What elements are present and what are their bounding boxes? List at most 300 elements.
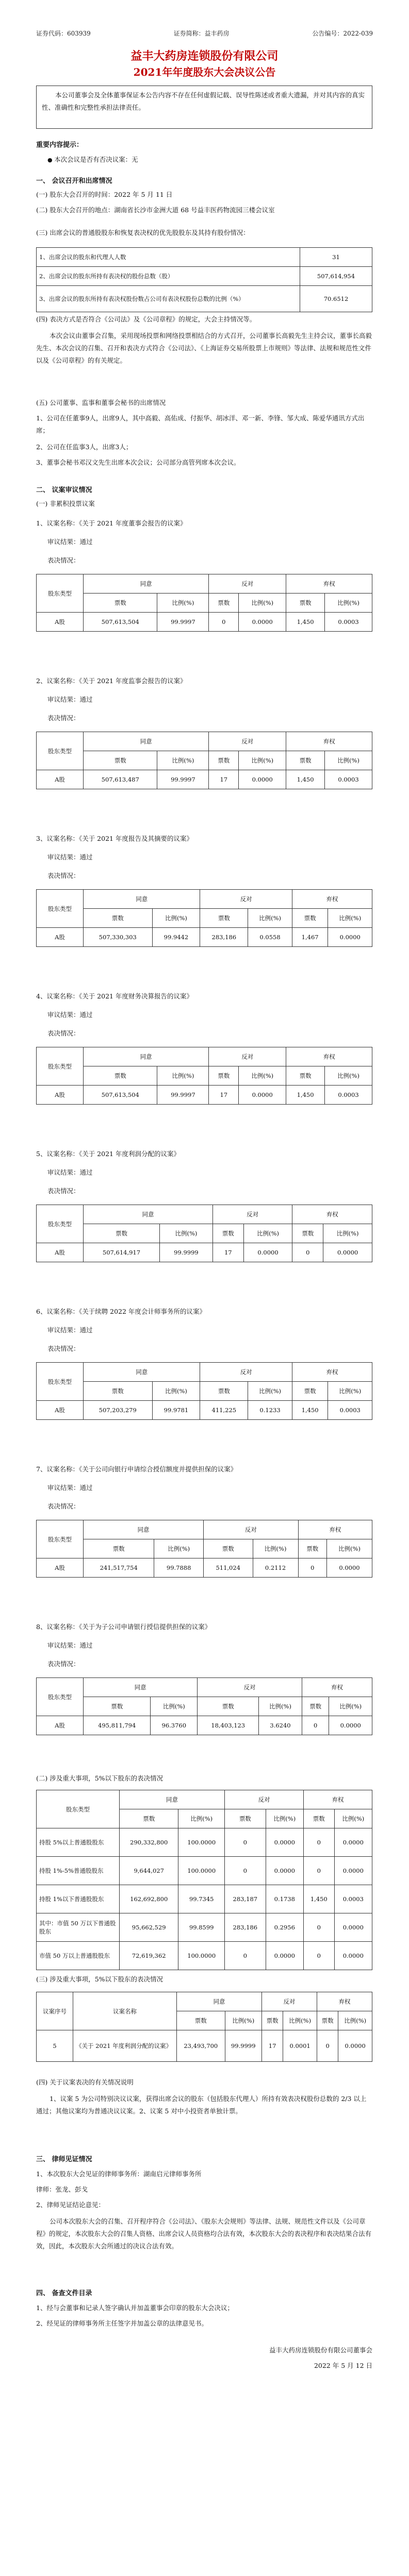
notes-text: 1、议案 5 为公司特别决议议案，获得出席会议的股东（包括股东代理人）所持有效表决权股份总数的 2/3 以上通过；其他议案均为普通决议议案。2、议案 5 对中小投资者单独计票。 (36, 2095, 367, 2115)
votes-header: 票数 (200, 1382, 248, 1401)
table-row (37, 1857, 372, 1885)
small-holders-heading: (二) 涉及重大事项，5%以下股东的表决情况 (36, 1774, 163, 1782)
holder-type-header: 股东类型 (37, 1047, 84, 1086)
table-row (37, 613, 372, 632)
motion-title: 8、议案名称：《关于为子公司申请银行授信提供担保的议案》 (36, 1623, 211, 1631)
ratio-header: 比例(%) (178, 1809, 225, 1828)
table-row (37, 1558, 372, 1578)
abstain-header: 弃权 (298, 1520, 372, 1539)
table-row (37, 1520, 372, 1539)
vote-cell: 507,613,504 (84, 613, 157, 632)
vote-cell: 0.0000 (243, 1243, 292, 1262)
vote-cell: 99.9781 (152, 1401, 200, 1420)
a-share-label: A股 (37, 1716, 84, 1735)
section-2-heading: 二、 议案审议情况 (36, 486, 92, 494)
motion-title: 1、议案名称：《关于 2021 年度董事会报告的议案》 (36, 519, 187, 527)
abstain-header: 弃权 (317, 1992, 372, 2011)
secretary-attendance: 3、董事会秘书邓汉文先生出席本次会议；公司部分高管列席本次会议。 (36, 459, 240, 466)
agree-header: 同意 (84, 1520, 204, 1539)
lawyer-opinion-text: 公司本次股东大会的召集、召开程序符合《公司法》、《股东大会规则》等法律、法规、规范性文件以及《公司章程》的规定，本次股东大会的召集人资格、出席会议人员资格均合法有效，本次股东大会的表决程序和表决结果合法有效，因此，本次股东大会所通过的决议合法有效。 (36, 2217, 372, 2250)
reference-doc-2: 2、经见证的律师事务所主任签字并加盖公章的法律意见书。 (36, 2319, 208, 2327)
table-row (37, 751, 372, 770)
subheader-cell: 票数 (261, 2011, 283, 2030)
vote-cell: 507,614,917 (84, 1243, 160, 1262)
vote-cell: 0.0003 (325, 1086, 372, 1105)
against-header: 反对 (212, 1205, 292, 1224)
ratio-header: 比例(%) (253, 1539, 298, 1558)
against-header: 反对 (209, 574, 286, 594)
table-row (37, 267, 372, 286)
vote-cell: 0.0558 (248, 928, 292, 947)
ratio-header: 比例(%) (248, 909, 292, 928)
motion-vote-table (36, 889, 372, 947)
motion-vote-table (36, 1205, 372, 1262)
holder-type-header: 股东类型 (37, 1790, 120, 1828)
vote-cell: 511,024 (203, 1558, 253, 1578)
vote-cell: 3.6240 (259, 1716, 302, 1735)
vote-cell: 1,450 (303, 1885, 334, 1913)
vote-cell: 1,450 (286, 1086, 325, 1105)
ratio-header: 比例(%) (326, 1539, 372, 1558)
holder-type-header: 股东类型 (37, 1363, 84, 1401)
agree-header: 同意 (120, 1790, 225, 1809)
lawyers: 律师：张龙、彭戈 (36, 2185, 88, 2193)
a-share-label: A股 (37, 1558, 84, 1578)
vote-cell: 0 (225, 1942, 266, 1970)
table-row (37, 770, 372, 789)
subheader-cell: 票数 (177, 2011, 225, 2030)
table-row (37, 1066, 372, 1086)
vote-cell: 0.0000 (334, 1913, 372, 1942)
vote-cell: 99.9999 (225, 2030, 261, 2062)
major-matters-table (36, 1992, 372, 2062)
meeting-title: 2021年年度股东大会决议公告 (133, 66, 276, 78)
votes-header: 票数 (84, 909, 153, 928)
vote-cell: 1,450 (286, 613, 325, 632)
vote-cell: 495,811,794 (84, 1716, 151, 1735)
table-row (37, 1224, 372, 1243)
votes-header: 票数 (203, 1539, 253, 1558)
important-item: ● 本次会议是否有否决议案：无 (47, 156, 138, 163)
vote-cell: 1,467 (292, 928, 328, 947)
motion-title: 7、议案名称：《关于公司向银行申请综合授信额度并提供担保的议案》 (36, 1465, 237, 1473)
ratio-header: 比例(%) (259, 1697, 302, 1716)
ratio-header: 比例(%) (157, 751, 209, 770)
disclaimer-box: 本公司董事会及全体董事保证本公告内容不存在任何虚假记载、误导性陈述或者重大遗漏，并对其内容的真实性、准确性和完整性承担法律责任。 (36, 86, 372, 129)
votes-header: 票数 (286, 594, 325, 613)
vote-cell: 9,644,027 (120, 1857, 178, 1885)
holder-group: 持股 5%以上普通股股东 (37, 1828, 120, 1857)
ratio-header: 比例(%) (159, 1224, 212, 1243)
ratio-header: 比例(%) (248, 1382, 292, 1401)
vote-cell: 0 (303, 1857, 334, 1885)
meeting-time: (一) 股东大会召开的时间：2022 年 5 月 11 日 (36, 191, 173, 198)
motion-title: 4、议案名称：《关于 2021 年度财务决算报告的议案》 (36, 992, 193, 1000)
ratio-header: 比例(%) (157, 1066, 209, 1086)
table-row (37, 286, 372, 312)
vote-cell: 18,403,123 (198, 1716, 259, 1735)
vote-cell: 0 (225, 1828, 266, 1857)
table-row (37, 1716, 372, 1735)
abstain-header: 弃权 (286, 732, 372, 751)
vote-cell: 0.0000 (323, 1243, 372, 1262)
table-row (37, 2030, 372, 2062)
votes-header: 票数 (84, 1697, 151, 1716)
vote-cell: 0.0000 (334, 1828, 372, 1857)
votes-header: 票数 (225, 1809, 266, 1828)
motion-vote-table (36, 1677, 372, 1735)
vote-cell: 0.0003 (328, 1401, 372, 1420)
agree-header: 同意 (84, 1047, 209, 1066)
motion-vote-table (36, 732, 372, 789)
motion-vote-label: 表决情况： (47, 1660, 80, 1668)
vote-cell: 507,613,487 (84, 770, 157, 789)
ratio-header: 比例(%) (157, 594, 209, 613)
signature-date: 2022 年 5 月 12 日 (314, 2362, 372, 2369)
signature-company: 益丰大药房连锁股份有限公司董事会 (269, 2346, 372, 2354)
votes-header: 票数 (84, 1382, 153, 1401)
subheader-cell: 比例(%) (225, 2011, 261, 2030)
votes-header: 票数 (84, 751, 157, 770)
table-row (37, 1243, 372, 1262)
notice-number: 公告编号：2022-039 (312, 30, 373, 37)
a-share-label: A股 (37, 1401, 84, 1420)
vote-cell: 0.0000 (266, 1857, 303, 1885)
table-row (37, 909, 372, 928)
vote-cell: 283,187 (225, 1885, 266, 1913)
a-share-label: A股 (37, 770, 84, 789)
section-4-heading: 四、 备查文件目录 (36, 2290, 92, 2297)
votes-header: 票数 (120, 1809, 178, 1828)
motion-result: 审议结果：通过 (47, 1168, 93, 1176)
vote-cell: 0.0000 (266, 1828, 303, 1857)
ratio-header: 比例(%) (323, 1224, 372, 1243)
important-item-text: 本次会议是否有否决议案：无 (54, 156, 138, 163)
vote-cell: 99.9997 (157, 770, 209, 789)
vote-cell: 0 (317, 2030, 338, 2062)
table-row (37, 1942, 372, 1970)
motion-name-header: 议案名称 (73, 1992, 177, 2030)
vote-cell: 99.9997 (157, 613, 209, 632)
vote-cell: 17 (261, 2030, 283, 2062)
vote-cell: 0.0003 (325, 770, 372, 789)
vote-cell: 0.0000 (239, 613, 286, 632)
ratio-header: 比例(%) (151, 1697, 198, 1716)
vote-cell: 0.1233 (248, 1401, 292, 1420)
vote-cell: 96.3760 (151, 1716, 198, 1735)
vote-cell: 17 (209, 770, 239, 789)
vote-cell: 0.0000 (334, 1857, 372, 1885)
ratio-header: 比例(%) (325, 594, 372, 613)
vote-cell: 0.2112 (253, 1558, 298, 1578)
attend-value: 507,614,954 (300, 267, 372, 286)
table-row (37, 574, 372, 594)
vote-cell: 0.0000 (239, 770, 286, 789)
votes-header: 票数 (84, 1066, 157, 1086)
against-header: 反对 (203, 1520, 298, 1539)
vote-cell: 507,330,303 (84, 928, 153, 947)
a-share-label: A股 (37, 1243, 84, 1262)
document-header (36, 29, 373, 38)
meeting-place: (二) 股东大会召开的地点：湖南省长沙市金洲大道 68 号益丰医药物流园三楼会议室 (36, 206, 275, 214)
motion-vote-label: 表决情况： (47, 1345, 80, 1352)
vote-cell: 0 (302, 1716, 329, 1735)
against-header: 反对 (200, 890, 292, 909)
holder-group: 持股 1%以下普通股股东 (37, 1885, 120, 1913)
supervisors-attendance: 2、公司在任监事3人，出席3人； (36, 443, 133, 451)
vote-cell: 100.0000 (178, 1828, 225, 1857)
vote-cell: 0.0000 (239, 1086, 286, 1105)
table-row (37, 890, 372, 909)
table-row (37, 1678, 372, 1697)
subheader-cell: 比例(%) (338, 2011, 372, 2030)
agree-header: 同意 (84, 1678, 198, 1697)
motion-title: 2、议案名称：《关于 2021 年度监事会报告的议案》 (36, 677, 187, 685)
section-1-heading: 一、 会议召开和出席情况 (36, 177, 112, 185)
motion-vote-label: 表决情况： (47, 1502, 80, 1510)
vote-cell: 0.0000 (326, 1558, 372, 1578)
votes-header: 票数 (302, 1697, 329, 1716)
vote-cell: 99.9442 (152, 928, 200, 947)
table-row (37, 594, 372, 613)
reference-doc-1: 1、经与会董事和记录人签字确认并加盖董事会印章的股东大会决议； (36, 2304, 234, 2312)
vote-cell: 0.0001 (283, 2030, 317, 2062)
against-header: 反对 (209, 732, 286, 751)
holder-type-header: 股东类型 (37, 1678, 84, 1716)
important-heading: 重要内容提示： (36, 141, 84, 149)
subheader-cell: 比例(%) (283, 2011, 317, 2030)
motion-vote-label: 表决情况： (47, 556, 80, 564)
vote-cell: 72,619,362 (120, 1942, 178, 1970)
abstain-header: 弃权 (292, 890, 372, 909)
vote-cell: 0 (209, 613, 239, 632)
vote-cell: 0.2956 (266, 1913, 303, 1942)
agree-header: 同意 (84, 732, 209, 751)
vote-cell: 99.8599 (178, 1913, 225, 1942)
votes-header: 票数 (303, 1809, 334, 1828)
table-row (37, 1205, 372, 1224)
motion-result: 审议结果：通过 (47, 1484, 93, 1492)
motion-vote-label: 表决情况： (47, 872, 80, 879)
motion-vote-table (36, 574, 372, 632)
vote-cell: 283,186 (225, 1913, 266, 1942)
agree-header: 同意 (84, 890, 200, 909)
motion-name: 《关于 2021 年度利润分配的议案》 (73, 2030, 177, 2062)
votes-header: 票数 (200, 909, 248, 928)
holder-type-header: 股东类型 (37, 1205, 84, 1243)
vote-cell: 0 (303, 1913, 334, 1942)
agree-header: 同意 (84, 1205, 213, 1224)
votes-header: 票数 (212, 1224, 243, 1243)
ratio-header: 比例(%) (239, 1066, 286, 1086)
vote-cell: 0 (303, 1942, 334, 1970)
against-header: 反对 (261, 1992, 317, 2011)
holder-group: 其中：市值 50 万以下普通股股东 (37, 1913, 120, 1942)
vote-cell: 17 (212, 1243, 243, 1262)
small-holders-table (36, 1790, 372, 1970)
motion-no: 5 (37, 2030, 73, 2062)
ratio-header: 比例(%) (334, 1809, 372, 1828)
abstain-header: 弃权 (302, 1678, 372, 1697)
voting-method-heading: (四) 表决方式是否符合《公司法》及《公司章程》的规定，大会主持情况等。 (36, 315, 256, 323)
abstain-header: 弃权 (286, 574, 372, 594)
section-3-heading: 三、 律师见证情况 (36, 2156, 92, 2163)
vote-cell: 0.0000 (334, 1942, 372, 1970)
attend-label: 2、出席会议的股东所持有表决权的股份总数（股） (37, 267, 300, 286)
attend-value: 70.6512 (300, 286, 372, 312)
table-row (37, 1363, 372, 1382)
holder-type-header: 股东类型 (37, 732, 84, 770)
table-row (37, 1382, 372, 1401)
a-share-label: A股 (37, 1086, 84, 1105)
motion-vote-label: 表决情况： (47, 1029, 80, 1037)
motion-result: 审议结果：通过 (47, 853, 93, 861)
vote-cell: 1,450 (286, 770, 325, 789)
voting-method-text: 本次会议由董事会召集，采用现场投票和网络投票相结合的方式召开，公司董事长高毅先生主持会议，董事长高毅先生、本次会议的召集、召开和表决方式符合《公司法》、《上海证券交易所股票上市规则》等法律、法规和规范性文件以及《公司章程》的有关规定。 (36, 332, 372, 364)
stock-code: 证券代码：603939 (36, 30, 91, 37)
motion-result: 审议结果：通过 (47, 1011, 93, 1019)
vote-cell: 99.7888 (154, 1558, 204, 1578)
votes-header: 票数 (298, 1539, 326, 1558)
vote-cell: 0.1738 (266, 1885, 303, 1913)
table-row (37, 732, 372, 751)
vote-cell: 0 (225, 1857, 266, 1885)
motion-result: 审议结果：通过 (47, 1326, 93, 1334)
against-header: 反对 (198, 1678, 302, 1697)
ratio-header: 比例(%) (243, 1224, 292, 1243)
lawyer-opinion-heading: 2、律师见证结论意见： (36, 2201, 105, 2209)
a-share-label: A股 (37, 613, 84, 632)
directors-attendance: 1、公司在任董事9人，出席9人，其中高毅、高佑成、付振华、胡冰洋、邓一新、李锋、邹大成、陈爱华通讯方式出席； (36, 414, 365, 434)
motion-vote-label: 表决情况： (47, 1187, 80, 1195)
attendance-intro: (三) 出席会议的普通股股东和恢复表决权的优先股股东及其持有股份情况： (36, 229, 250, 236)
abstain-header: 弃权 (292, 1205, 372, 1224)
holder-type-header: 股东类型 (37, 574, 84, 613)
table-row (37, 1992, 372, 2011)
a-share-label: A股 (37, 928, 84, 947)
ratio-header: 比例(%) (239, 751, 286, 770)
vote-cell: 17 (209, 1086, 239, 1105)
motion-title: 6、议案名称：《关于续聘 2022 年度会计师事务所的议案》 (36, 1308, 206, 1315)
attendance-table (36, 247, 372, 312)
motion-title: 3、议案名称：《关于 2021 年度报告及其摘要的议案》 (36, 835, 193, 842)
against-header: 反对 (225, 1790, 304, 1809)
holder-type-header: 股东类型 (37, 890, 84, 928)
votes-header: 票数 (292, 1224, 323, 1243)
ratio-header: 比例(%) (325, 751, 372, 770)
holder-group: 持股 1%-5%普通股股东 (37, 1857, 120, 1885)
votes-header: 票数 (84, 1539, 154, 1558)
stock-abbr: 证券简称：益丰药房 (173, 30, 230, 37)
agree-header: 同意 (84, 574, 209, 594)
vote-cell: 241,517,754 (84, 1558, 154, 1578)
vote-cell: 99.9997 (157, 1086, 209, 1105)
vote-cell: 99.9999 (159, 1243, 212, 1262)
motion-vote-label: 表决情况： (47, 714, 80, 722)
table-row (37, 1790, 372, 1809)
attend-value: 31 (300, 248, 372, 267)
ratio-header: 比例(%) (152, 1382, 200, 1401)
against-header: 反对 (200, 1363, 292, 1382)
vote-cell: 0.0003 (325, 613, 372, 632)
vote-cell: 283,186 (200, 928, 248, 947)
table-row (37, 1828, 372, 1857)
attend-label: 3、出席会议的股东所持有表决权股份数占公司有表决权股份总数的比例（%） (37, 286, 300, 312)
vote-cell: 0 (303, 1828, 334, 1857)
votes-header: 票数 (198, 1697, 259, 1716)
votes-header: 票数 (292, 1382, 328, 1401)
vote-cell: 23,493,700 (177, 2030, 225, 2062)
votes-header: 票数 (286, 751, 325, 770)
motion-vote-table (36, 1362, 372, 1420)
vote-cell: 507,613,504 (84, 1086, 157, 1105)
vote-cell: 411,225 (200, 1401, 248, 1420)
vote-cell: 100.0000 (178, 1942, 225, 1970)
agree-header: 同意 (84, 1363, 200, 1382)
vote-cell: 162,692,800 (120, 1885, 178, 1913)
against-header: 反对 (209, 1047, 286, 1066)
table-row (37, 928, 372, 947)
vote-cell: 290,332,800 (120, 1828, 178, 1857)
motion-no-header: 议案序号 (37, 1992, 73, 2030)
votes-header: 票数 (286, 1066, 325, 1086)
vote-cell: 100.0000 (178, 1857, 225, 1885)
ratio-header: 比例(%) (154, 1539, 204, 1558)
motion-result: 审议结果：通过 (47, 1641, 93, 1649)
motion-result: 审议结果：通过 (47, 538, 93, 546)
ratio-header: 比例(%) (328, 909, 372, 928)
vote-cell: 0.0003 (334, 1885, 372, 1913)
notes-heading: (四) 关于议案表决的有关情况说明 (36, 2078, 134, 2086)
vote-cell: 0 (298, 1558, 326, 1578)
motion-title: 5、议案名称：《关于 2021 年度利润分配的议案》 (36, 1150, 180, 1158)
holder-group: 市值 50 万以上普通股股东 (37, 1942, 120, 1970)
vote-cell: 0.0000 (338, 2030, 372, 2062)
table-row (37, 248, 372, 267)
vote-cell: 99.7345 (178, 1885, 225, 1913)
vote-cell: 0.0000 (266, 1942, 303, 1970)
attendance-officers-heading: (五) 公司董事、监事和董事会秘书的出席情况 (36, 399, 166, 406)
holder-type-header: 股东类型 (37, 1520, 84, 1558)
table-row (37, 1539, 372, 1558)
law-firm: 1、本次股东大会见证的律师事务所：湖南启元律师事务所 (36, 2170, 202, 2178)
ratio-header: 比例(%) (329, 1697, 372, 1716)
vote-cell: 0.0000 (329, 1716, 372, 1735)
votes-header: 票数 (84, 594, 157, 613)
table-row (37, 1697, 372, 1716)
attend-label: 1、出席会议的股东和代理人人数 (37, 248, 300, 267)
ratio-header: 比例(%) (328, 1382, 372, 1401)
votes-header: 票数 (209, 1066, 239, 1086)
company-title: 益丰大药房连锁股份有限公司 (130, 49, 279, 63)
table-row (37, 1913, 372, 1942)
table-row (37, 1401, 372, 1420)
votes-header: 票数 (209, 594, 239, 613)
ratio-header: 比例(%) (325, 1066, 372, 1086)
agree-header: 同意 (177, 1992, 262, 2011)
votes-header: 票数 (209, 751, 239, 770)
ratio-header: 比例(%) (152, 909, 200, 928)
vote-cell: 507,203,279 (84, 1401, 153, 1420)
subheader-cell: 票数 (317, 2011, 338, 2030)
votes-header: 票数 (292, 909, 328, 928)
table-row (37, 1885, 372, 1913)
table-row (37, 1047, 372, 1066)
motion-vote-table (36, 1520, 372, 1578)
votes-header: 票数 (84, 1224, 160, 1243)
non-cumulative-heading: (一) 非累积投票议案 (36, 500, 95, 507)
abstain-header: 弃权 (286, 1047, 372, 1066)
